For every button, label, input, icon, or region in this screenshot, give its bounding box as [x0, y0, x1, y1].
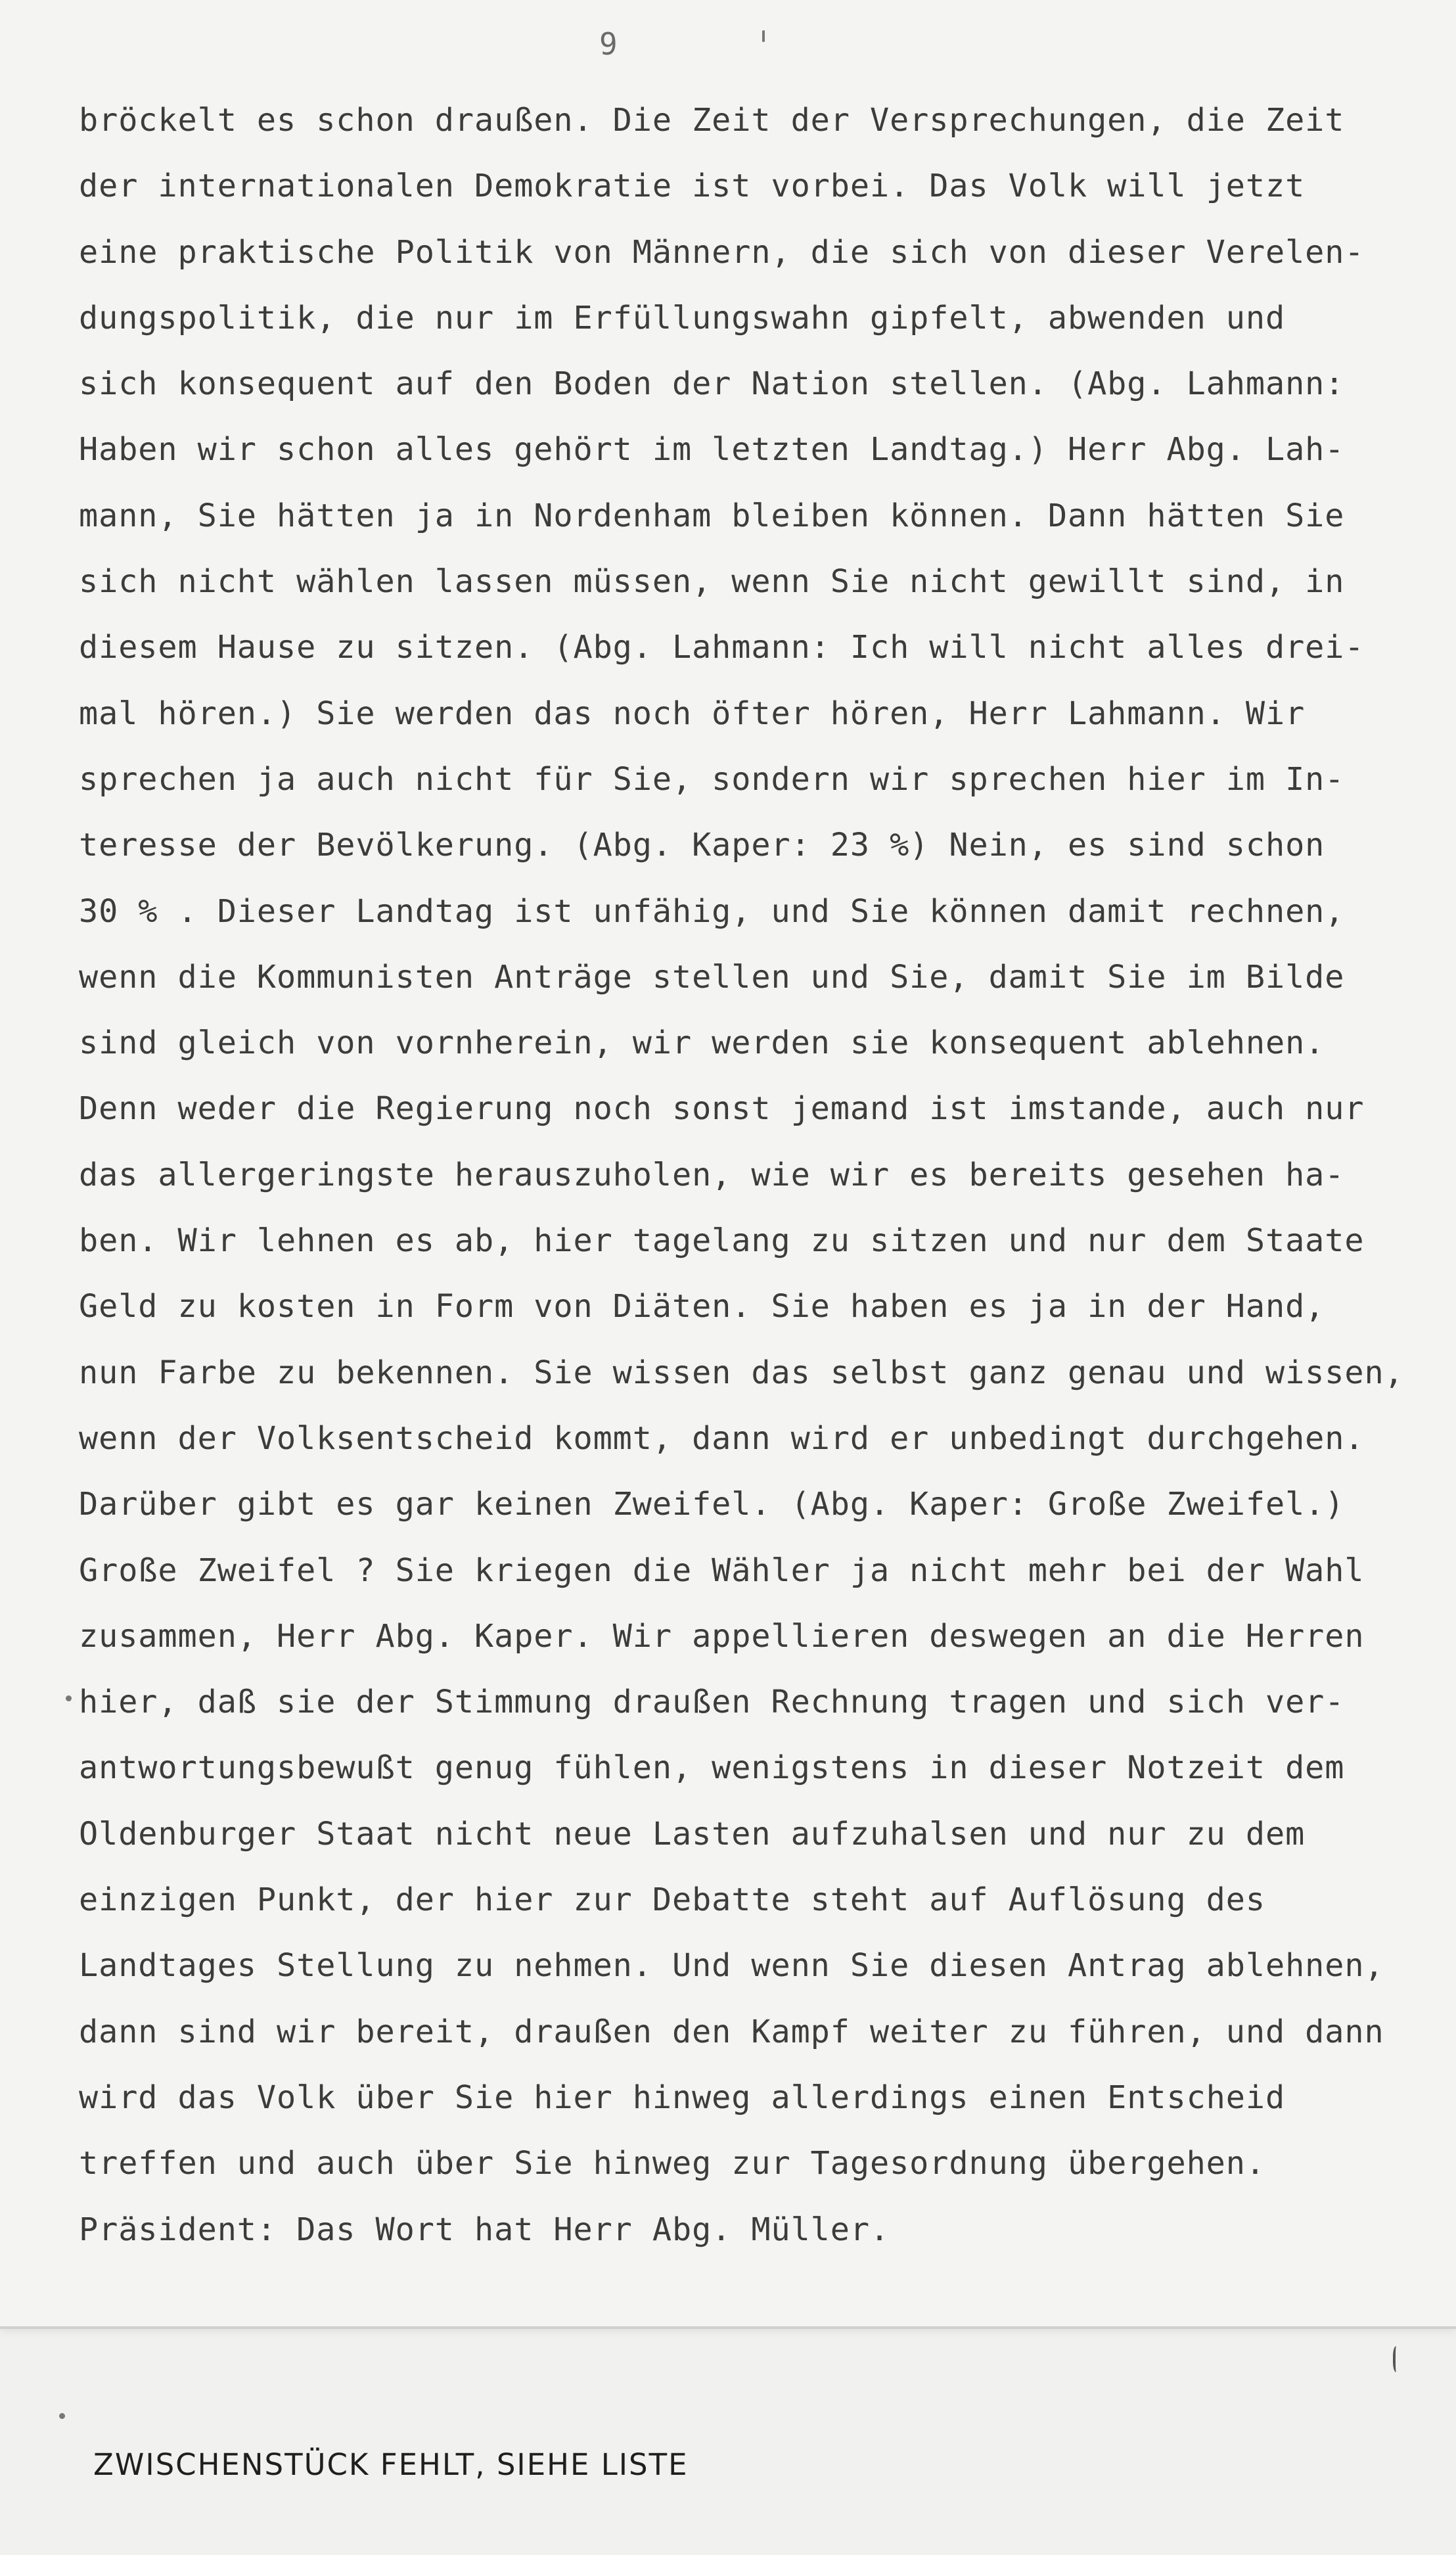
transcript-line: sprechen ja auch nicht für Sie, sondern wir sprechen hier im In-: [79, 760, 1345, 798]
paper-speck: [66, 1695, 72, 1701]
transcript-line: nun Farbe zu bekennen. Sie wissen das selbst ganz genau und wissen,: [79, 1354, 1404, 1391]
transcript-line: eine praktische Politik von Männern, die sich von dieser Verelen-: [79, 233, 1365, 271]
transcript-line: 30 % . Dieser Landtag ist unfähig, und Sie können damit rechnen,: [79, 892, 1345, 930]
page-number: 9: [599, 26, 618, 62]
transcript-line: mann, Sie hätten ja in Nordenham bleiben können. Dann hätten Sie: [79, 497, 1345, 534]
transcript-line: zusammen, Herr Abg. Kaper. Wir appellieren deswegen an die Herren: [79, 1617, 1365, 1655]
transcript-body: [79, 99, 1452, 2274]
transcript-line: Darüber gibt es gar keinen Zweifel. (Abg. Kaper: Große Zweifel.): [79, 1486, 1345, 1523]
transcript-line: dungspolitik, die nur im Erfüllungswahn gipfelt, abwenden und: [79, 299, 1286, 336]
transcript-line: sind gleich von vornherein, wir werden sie konsequent ablehnen.: [79, 1024, 1325, 1062]
transcript-line: Oldenburger Staat nicht neue Lasten aufzuhalsen und nur zu dem: [79, 1815, 1306, 1853]
transcript-line: sich konsequent auf den Boden der Nation stellen. (Abg. Lahmann:: [79, 365, 1345, 403]
transcript-line: wird das Volk über Sie hier hinweg allerdings einen Entscheid: [79, 2079, 1286, 2116]
transcript-line: mal hören.) Sie werden das noch öfter hören, Herr Lahmann. Wir: [79, 695, 1306, 732]
transcript-line: wenn der Volksentscheid kommt, dann wird er unbedingt durchgehen.: [79, 1419, 1365, 1457]
transcript-line: Große Zweifel ? Sie kriegen die Wähler ja nicht mehr bei der Wahl: [79, 1552, 1365, 1589]
paper-speck: [762, 30, 765, 42]
transcript-line: Präsident: Das Wort hat Herr Abg. Müller.: [79, 2211, 890, 2248]
transcript-line: sich nicht wählen lassen müssen, wenn Sie nicht gewillt sind, in: [79, 563, 1345, 601]
paper-speck: [59, 2413, 65, 2419]
transcript-line: der internationalen Demokratie ist vorbei. Das Volk will jetzt: [79, 168, 1306, 205]
transcript-line: Geld zu kosten in Form von Diäten. Sie haben es ja in der Hand,: [79, 1288, 1325, 1325]
handwritten-note-missing-section: ZWISCHENSTÜCK FEHLT, SIEHE LISTE: [93, 2447, 689, 2482]
transcript-line: diesem Hause zu sitzen. (Abg. Lahmann: Ich will nicht alles drei-: [79, 629, 1365, 666]
transcript-line: das allergeringste herauszuholen, wie wir es bereits gesehen ha-: [79, 1156, 1345, 1193]
transcript-line: teresse der Bevölkerung. (Abg. Kaper: 23 %) Nein, es sind schon: [79, 827, 1325, 864]
transcript-line: Landtages Stellung zu nehmen. Und wenn Sie diesen Antrag ablehnen,: [79, 1947, 1384, 1985]
transcript-line: Haben wir schon alles gehört im letzten Landtag.) Herr Abg. Lah-: [79, 431, 1345, 469]
transcript-line: hier, daß sie der Stimmung draußen Rechnung tragen und sich ver-: [79, 1684, 1345, 1721]
transcript-line: einzigen Punkt, der hier zur Debatte steht auf Auflösung des: [79, 1881, 1265, 1919]
transcript-line: treffen und auch über Sie hinweg zur Tagesordnung übergehen.: [79, 2145, 1265, 2182]
transcript-line: ben. Wir lehnen es ab, hier tagelang zu sitzen und nur dem Staate: [79, 1222, 1365, 1260]
transcript-line: Denn weder die Regierung noch sonst jemand ist imstande, auch nur: [79, 1090, 1365, 1128]
transcript-line: bröckelt es schon draußen. Die Zeit der Versprechungen, die Zeit: [79, 102, 1345, 139]
transcript-line: dann sind wir bereit, draußen den Kampf weiter zu führen, und dann: [79, 2013, 1384, 2050]
transcript-line: wenn die Kommunisten Anträge stellen und Sie, damit Sie im Bilde: [79, 958, 1345, 996]
margin-pencil-mark: [1393, 2346, 1401, 2372]
transcript-line: antwortungsbewußt genug fühlen, wenigstens in dieser Notzeit dem: [79, 1749, 1345, 1787]
